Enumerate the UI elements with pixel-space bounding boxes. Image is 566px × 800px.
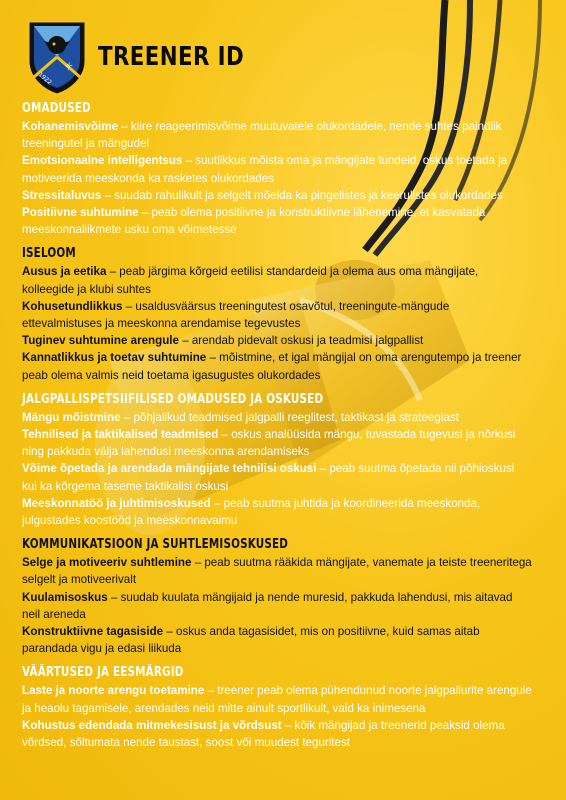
- item-description: – peab järgima kõrgeid eetilisi standardeid ja olema aus oma mängijate, kolleegide ja klubi suhtes: [22, 265, 479, 296]
- svg-text:JK: JK: [64, 61, 74, 71]
- item-description: – mõistmine, et igal mängijal on oma arengutempo ja treener peab olema valmis neid toetama igasugustes olukordades: [22, 351, 522, 382]
- list-item: [22, 332, 532, 349]
- page-title: TREENER ID: [98, 42, 245, 72]
- item-description: – oskus analüüsida mängu, tuvastada tugevusi ja nõrkusi ning pakkuda välja lahendusi meeskonna arendamiseks: [22, 428, 516, 459]
- section-iseloom: [22, 246, 532, 383]
- section-title: VÄÄRTUSED JA EESMÄRGID: [22, 665, 184, 681]
- section-title: KOMMUNIKATSIOON JA SUHTLEMISOSKUSED: [22, 537, 289, 553]
- section-title: OMADUSED: [22, 101, 91, 116]
- item-description: – põhjalikud teadmised jalgpalli reeglitest, taktikast ja strateegiast: [120, 410, 459, 424]
- list-item: [22, 152, 532, 186]
- svg-text:1922: 1922: [36, 71, 53, 87]
- section-väärtused: [22, 665, 532, 751]
- item-term: Kohusetundlikkus: [22, 299, 123, 313]
- section-jalgpallispetsiifilised: [22, 392, 532, 529]
- item-term: Stressitaluvus: [22, 188, 102, 202]
- item-term: Emotsionaalne intelligentsus: [22, 154, 183, 168]
- list-item: [22, 409, 532, 426]
- item-term: Tehnilised ja taktikalised teadmised: [22, 428, 219, 442]
- item-description: – suudab rahulikult ja selgelt mõelda ka pingelistes ja keerulistes olukordades: [101, 188, 503, 202]
- item-term: Konstruktiivne tagasiside: [22, 625, 164, 639]
- item-description: – treener peab olema pühendunud noorte jalgpallurite arengule ja heaolu tagamisele, arendades neid mitte ainult sportlikult, vaid ka inimesena: [22, 684, 532, 715]
- content: [22, 101, 532, 759]
- item-term: Mängu mõistmine: [22, 410, 121, 424]
- list-item: [22, 298, 532, 332]
- item-description: – oskus anda tagasisidet, mis on positiivne, kuid samas aitab parandada vigu ja edasi liikuda: [22, 625, 480, 656]
- section-title: JALGPALLISPETSIIFILISED OMADUSED JA OSKUSED: [22, 391, 324, 407]
- item-term: Meeskonnatöö ja juhtimisoskused: [22, 496, 211, 510]
- item-description: – suudab kuulata mängijaid ja nende muresid, pakkuda lahendusi, mis aitavad neil areneda: [22, 590, 513, 621]
- item-description: – kõik mängijad ja treenerid peaksid olema võrdsed, sõltumata nende taustast, soost või muudest teguritest: [22, 718, 505, 750]
- item-description: – suutlikkus mõista oma ja mängijate tundeid, oskus toetada ja motiveerida meeskonda ka rasketes olukordades: [22, 154, 508, 185]
- item-term: Võime õpetada ja arendada mängijate tehnilisi oskusi: [22, 462, 317, 476]
- item-description: – peab suutma õpetada nii põhioskusi kui ka kõrgema taseme taktikalisi oskusi: [22, 462, 515, 493]
- list-item: [22, 349, 532, 383]
- item-description: – peab suutma juhtida ja koordineerida meeskonda, julgustades koostööd ja meeskonnavaimu: [22, 496, 481, 528]
- section-omadused: [22, 101, 532, 238]
- item-term: Positiivne suhtumine: [22, 206, 139, 220]
- list-item: [22, 460, 532, 494]
- list-item: [22, 263, 532, 297]
- list-item: [22, 554, 532, 588]
- list-item: [22, 118, 532, 152]
- item-term: Tuginev suhtumine arengule: [22, 334, 179, 348]
- club-crest-logo: [24, 17, 90, 97]
- list-item: [22, 204, 532, 238]
- list-item: [22, 682, 532, 716]
- list-item: [22, 623, 532, 657]
- list-item: [22, 187, 532, 204]
- list-item: [22, 717, 532, 751]
- item-description: – usaldusväärsus treeningutest osavõtul, treeningute-mängude ettevalmistuses ja meeskonna arendamise tegevustes: [22, 299, 450, 331]
- item-term: Kannatlikkus ja toetav suhtumine: [22, 351, 207, 365]
- item-term: Kohustus edendada mitmekesisust ja võrdsust: [22, 718, 282, 732]
- item-term: Selge ja motiveeriv suhtlemine: [22, 556, 192, 570]
- list-item: [22, 495, 532, 529]
- section-kommunikatsioon: [22, 537, 532, 657]
- header: [24, 14, 276, 100]
- section-title: ISELOOM: [22, 246, 76, 262]
- item-term: Ausus ja eetika: [22, 265, 107, 279]
- list-item: [22, 589, 532, 623]
- item-description: – peab suutma rääkida mängijate, vanemate ja teiste treeneritega selgelt ja motiveerivalt: [22, 556, 532, 587]
- item-term: Kuulamisoskus: [22, 590, 108, 604]
- item-term: Laste ja noorte arengu toetamine: [22, 684, 205, 698]
- item-term: Kohanemisvõime: [22, 120, 118, 133]
- item-description: – arendab pidevalt oskusi ja teadmisi jalgpallist: [178, 334, 424, 348]
- list-item: [22, 426, 532, 460]
- item-description: – kiire reageerimisvõime muutuvatele olukordadele, nende suhtes paindlik treeningutel ja mängudel: [22, 120, 502, 151]
- item-description: – peab olema positiivne ja konstruktiivne lähenemine, et kasvatada meeskonnaliikmete usku oma võimetesse: [22, 206, 486, 237]
